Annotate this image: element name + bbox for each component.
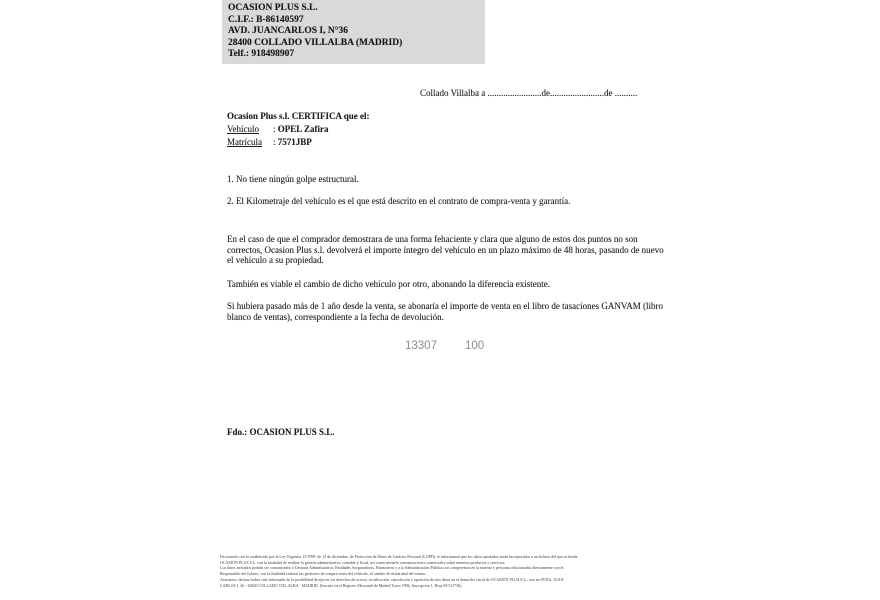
legal-footer-line-1: De acuerdo con lo establecido por la Ley Orgánica 15/1999, de 13 de diciembre, de Protección de Datos de Carácter Personal (LOPD), le informamos que los datos aportados serán incorporados a un fichero del que es titular	[220, 554, 578, 559]
legal-footer-line-5: Asimismo, declaro haber sido informado de la posibilidad de ejercer los derechos de acceso, rectificación, cancelación y oposición de mis datos en el domicilio fiscal de OCASIÓN PLUS S.L., sito en AVDA. JUAN	[220, 576, 564, 582]
company-cif: C.I.F.: B-86140597	[228, 14, 304, 25]
certify-intro: Ocasion Plus s.l. CERTIFICA que el:	[227, 111, 370, 121]
plate-line	[227, 136, 369, 149]
vehicle-separator: :	[273, 124, 278, 134]
kilometers-overlay-value: 13307	[405, 340, 437, 352]
legal-footer-line-2: OCASIÓN PLUS S.L. con la finalidad de realizar la gestión administrativa, contable y fiscal, así como enviarle comunicaciones comerciales sobre nuestros productos y servicios.	[220, 559, 506, 565]
exchange-paragraph: También es viable el cambio de dicho vehículo por otro, abonando la diferencia existente.	[227, 279, 551, 289]
company-city: 28400 COLLADO VILLALBA (MADRID)	[228, 37, 403, 48]
legal-footer	[220, 554, 662, 588]
legal-footer-line-6: CARLOS I, 36 - 28400 COLLADO VILLALBA - MADRID. (Inscrita en el Registro Mercantil de Madrid Tomo 1996, Inscripción 1, Hoja M-511736)	[220, 582, 462, 588]
plate-value: 7571JBP	[277, 137, 312, 147]
ganvam-paragraph: Si hubiera pasado más de 1 año desde la venta, se abonaría el importe de venta en el libro de tasaciones GANVAM (libro blanco de ventas), correspondiente a la fecha de devolución.	[227, 301, 663, 322]
company-letterhead	[222, 0, 485, 64]
percentage-overlay-value: 100	[465, 340, 485, 352]
plate-separator: :	[273, 137, 278, 147]
vehicle-line	[227, 123, 369, 136]
vehicle-value: OPEL Zafira	[277, 124, 329, 134]
plate-label: Matrícula	[227, 137, 262, 147]
legal-footer-line-4: Responsable del fichero, con la finalidad realizar las gestiones de compra venta del vehículo, el cambio de titularidad del mismo.	[220, 571, 427, 577]
certify-block	[227, 110, 369, 149]
condition-item-2: 2. El Kilometraje del vehículo es el que está descrito en el contrato de compra-venta y garantía.	[227, 196, 571, 206]
refund-paragraph: En el caso de que el comprador demostrara de una forma fehaciente y clara que alguno de estos dos puntos no son correctos, Ocasion Plus s.l. devolverá el importe íntegro del vehículo en un plazo máximo de 48 horas, pasando de nuevo el vehículo a su propiedad.	[227, 234, 664, 266]
legal-footer-line-3: Los datos incluidos podrán ser comunicados a Gestoría Administrativa, Entidades Aseguradoras, Financieras y a la Administración Pública con competencia en la materia y personas relacionadas directamente con el	[220, 565, 564, 571]
company-phone: Telf.: 918498907	[228, 49, 295, 60]
condition-item-1: 1. No tiene ningún golpe estructural.	[227, 174, 359, 184]
vehicle-label: Vehículo	[227, 124, 259, 134]
date-line: Collado Villalba a ........................de........................de ..........	[420, 88, 638, 98]
company-name: OCASION PLUS S.L.	[228, 3, 318, 13]
signature-line: Fdo.: OCASION PLUS S.L.	[227, 427, 335, 437]
company-address: AVD. JUANCARLOS I, N°36	[228, 26, 349, 37]
